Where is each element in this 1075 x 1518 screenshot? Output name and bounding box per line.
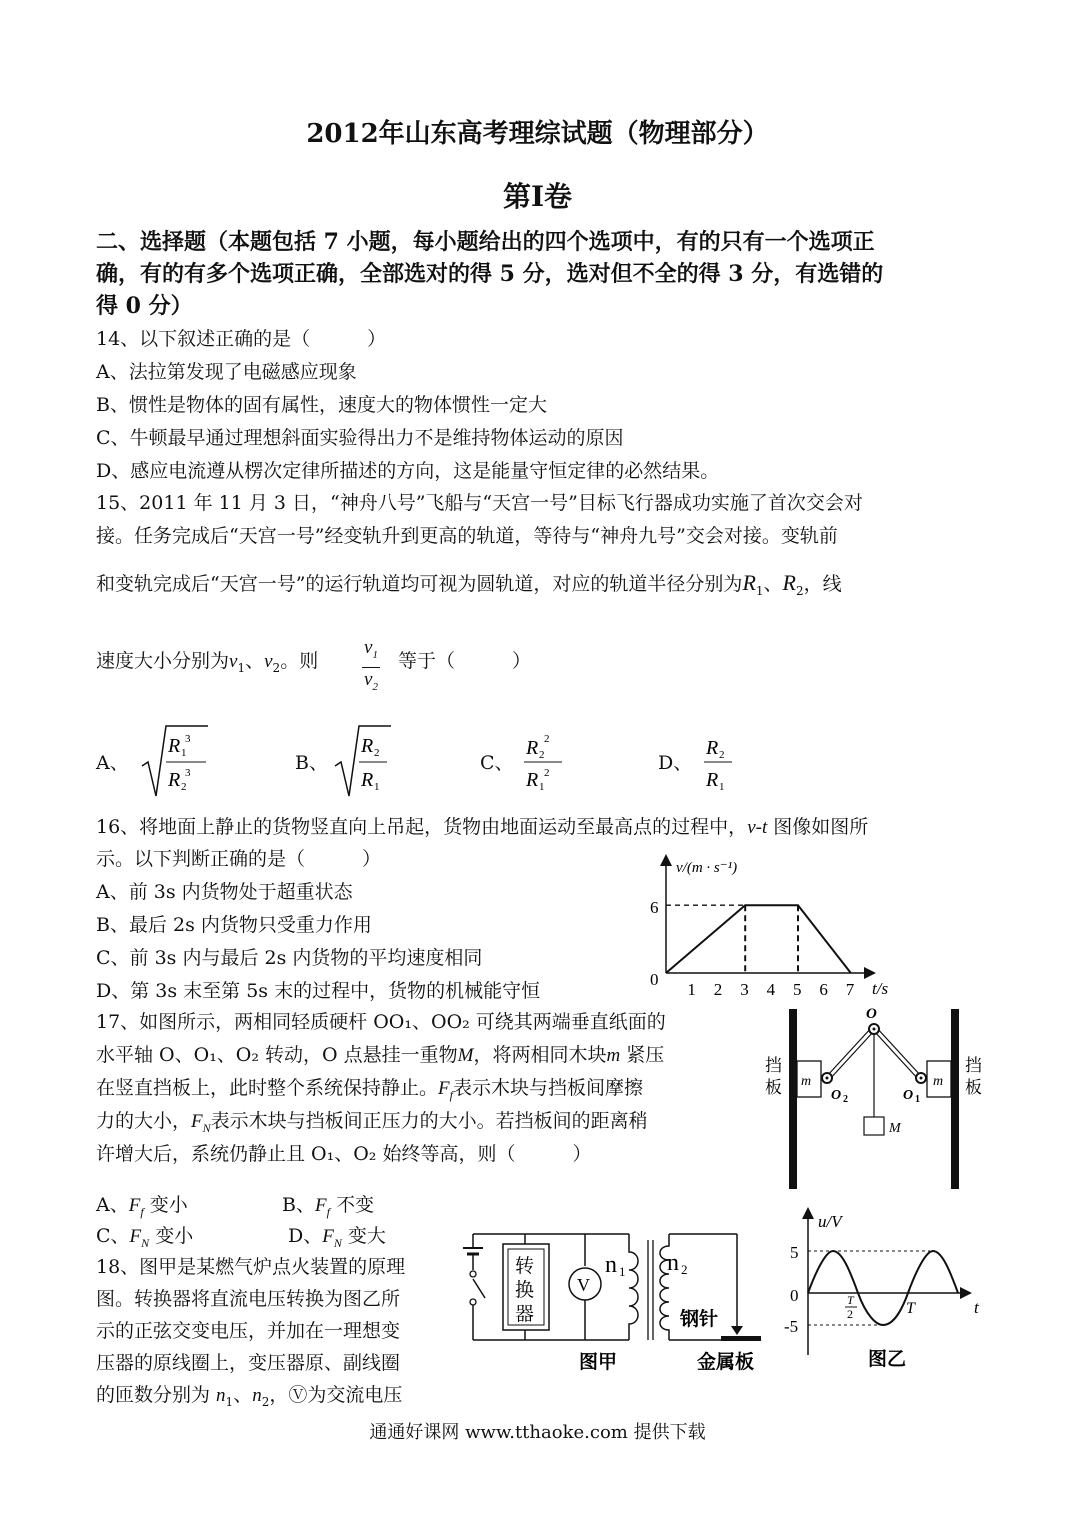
q17-line1: 17、如图所示，两相同轻质硬杆 OO₁、OO₂ 可绕其两端垂直纸面的 xyxy=(96,1011,666,1033)
svg-text:2: 2 xyxy=(843,1094,848,1105)
figure-b-caption: 图乙 xyxy=(868,1349,907,1370)
svg-text:转: 转 xyxy=(515,1256,535,1277)
svg-text:O: O xyxy=(831,1088,842,1103)
vt-x-tick-4: 4 xyxy=(766,980,776,999)
left-board-label: 挡 xyxy=(765,1056,782,1075)
q15-option-a-formula xyxy=(140,722,210,802)
svg-text:-5: -5 xyxy=(784,1317,799,1336)
q15-option-c-label: C、 xyxy=(480,752,514,774)
q15-option-d-formula xyxy=(702,726,742,798)
q16-line1: 16、将地面上静止的货物竖直向上吊起，货物由地面运动至最高点的过程中，v-t 图像如图所 xyxy=(96,816,869,838)
svg-text:1: 1 xyxy=(915,1094,920,1105)
svg-text:m: m xyxy=(801,1074,812,1089)
q16-option-d: D、第 3s 末至第 5s 末的过程中，货物的机械能守恒 xyxy=(96,980,541,1002)
q14-option-c: C、牛顿最早通过理想斜面实验得出力不是维持物体运动的原因 xyxy=(96,427,624,449)
q15-line1: 15、2011 年 11 月 3 日，“神舟八号”飞船与“天宫一号”目标飞行器成功实施了首次交会对 xyxy=(96,492,863,514)
q17-line3: 在竖直挡板上，此时整个系统保持静止。$F_f$表示木块与挡板间摩擦 xyxy=(96,1077,643,1102)
vt-x-label: t/s xyxy=(872,979,889,998)
q16-line2: 示。以下判断正确的是（ ） xyxy=(96,848,382,870)
u-axis-label: u/V xyxy=(818,1212,842,1231)
vt-y-tick: 6 xyxy=(650,898,659,917)
right-board-label: 挡 xyxy=(965,1056,982,1075)
q18-line3: 示的正弦交变电压，并加在一理想变 xyxy=(96,1320,401,1342)
svg-text:1: 1 xyxy=(539,781,545,793)
q15-line3: 和变轨完成后“天宫一号”的运行轨道均可视为圆轨道，对应的轨道半径分别为$R_1$、$R_2$，线 xyxy=(96,570,842,598)
svg-text:板: 板 xyxy=(965,1078,982,1097)
q15-option-a-label: A、 xyxy=(96,752,129,774)
svg-text:O: O xyxy=(866,1006,877,1022)
svg-text:R: R xyxy=(361,735,374,757)
q15-line4: 速度大小分别为$v_1$、$v_2$。则 xyxy=(96,650,319,675)
svg-text:3: 3 xyxy=(185,767,191,779)
svg-text:V: V xyxy=(577,1275,590,1295)
svg-text:5: 5 xyxy=(790,1243,799,1262)
svg-text:2: 2 xyxy=(181,781,187,793)
q15-ratio-fraction: $\frac{v_1}{v_2}$ xyxy=(364,637,378,693)
q14-option-a: A、法拉第发现了电磁感应现象 xyxy=(96,361,357,383)
metal-plate xyxy=(721,1336,761,1341)
svg-text:2: 2 xyxy=(539,749,545,761)
svg-text:R: R xyxy=(168,735,181,757)
q18-line4: 压器的原线圈上，变压器原、副线圈 xyxy=(96,1352,401,1374)
switch-contact-top xyxy=(470,1271,476,1277)
svg-text:R: R xyxy=(526,769,539,791)
svg-text:n: n xyxy=(605,1252,617,1278)
weight-M xyxy=(864,1117,884,1135)
svg-text:R: R xyxy=(706,737,719,759)
q17-option-c: C、$F_N$ 变小 xyxy=(96,1225,194,1250)
q17-option-d: D、$F_N$ 变大 xyxy=(288,1225,386,1250)
voltage-sine-curve xyxy=(808,1251,958,1325)
vt-x-tick-1: 1 xyxy=(687,980,696,999)
steel-needle-label: 钢针 xyxy=(680,1309,719,1330)
q18-line1: 18、图甲是某燃气炉点火装置的原理 xyxy=(96,1256,406,1278)
svg-text:R: R xyxy=(706,769,719,791)
q15-option-b-formula xyxy=(333,722,393,802)
section-header-line3: 得 0 分） xyxy=(96,293,193,319)
vt-x-tick-7: 7 xyxy=(845,980,855,999)
svg-text:R: R xyxy=(361,769,374,791)
vt-x-tick-2: 2 xyxy=(713,980,723,999)
q18-voltage-graph xyxy=(780,1205,990,1375)
volume-title: 第Ⅰ卷 xyxy=(502,180,573,213)
t-axis-label: t xyxy=(974,1298,979,1317)
footer-text: 通通好课网 www.tthaoke.com 提供下载 xyxy=(369,1422,706,1443)
vt-y-label: v/(m · s⁻¹) xyxy=(676,860,738,876)
svg-text:1: 1 xyxy=(719,781,725,793)
q14-option-b: B、惯性是物体的固有属性，速度大的物体惯性一定大 xyxy=(96,394,547,416)
q17-line5: 许增大后，系统仍静止且 O₁、O₂ 始终等高，则（ ） xyxy=(96,1143,592,1165)
q17-option-a: A、$F_f$ 变小 xyxy=(96,1194,188,1219)
q18-circuit-diagram xyxy=(455,1222,770,1380)
q15-option-b-label: B、 xyxy=(295,752,328,774)
q15-line2: 接。任务完成后“天宫一号”经变轨升到更高的轨道，等待与“神舟九号”交会对接。变轨前 xyxy=(96,525,838,547)
svg-text:2: 2 xyxy=(374,747,380,759)
svg-text:n: n xyxy=(667,1250,679,1276)
svg-text:2: 2 xyxy=(719,749,725,761)
switch-contact-bottom xyxy=(470,1299,476,1305)
q18-line2: 图。转换器将直流电压转换为图乙所 xyxy=(96,1288,401,1310)
q17-line4: 力的大小，$F_N$表示木块与挡板间正压力的大小。若挡板间的距离稍 xyxy=(96,1110,648,1135)
svg-text:2: 2 xyxy=(544,733,550,745)
svg-text:器: 器 xyxy=(515,1304,535,1325)
svg-text:1: 1 xyxy=(181,747,187,759)
svg-text:T: T xyxy=(847,1293,854,1307)
q16-option-c: C、前 3s 内与最后 2s 内货物的平均速度相同 xyxy=(96,947,483,969)
q16-option-b: B、最后 2s 内货物只受重力作用 xyxy=(96,914,372,936)
vt-x-tick-6: 6 xyxy=(819,980,828,999)
q14-stem: 14、以下叙述正确的是（ ） xyxy=(96,328,387,350)
q14-option-d: D、感应电流遵从楞次定律所描述的方向，这是能量守恒定律的必然结果。 xyxy=(96,460,720,482)
vt-graph xyxy=(640,850,910,1005)
svg-text:O: O xyxy=(903,1088,914,1103)
svg-text:1: 1 xyxy=(374,781,380,793)
svg-text:m: m xyxy=(933,1074,944,1089)
left-board xyxy=(789,1009,797,1189)
switch-lever xyxy=(473,1279,485,1298)
q15-option-d-label: D、 xyxy=(658,752,693,774)
svg-text:0: 0 xyxy=(790,1286,799,1305)
q15-option-c-formula xyxy=(522,726,572,798)
metal-plate-label: 金属板 xyxy=(697,1352,755,1373)
q16-option-a: A、前 3s 内货物处于超重状态 xyxy=(96,881,353,903)
svg-text:R: R xyxy=(526,737,539,759)
right-board xyxy=(951,1009,959,1189)
svg-text:3: 3 xyxy=(185,733,191,745)
svg-text:2: 2 xyxy=(544,767,550,779)
svg-text:T: T xyxy=(906,1300,915,1317)
q15-line4-end: 等于（ ） xyxy=(398,650,532,672)
svg-text:1: 1 xyxy=(619,1264,626,1279)
vt-origin: 0 xyxy=(650,970,659,989)
vt-series-line xyxy=(666,905,851,973)
q17-line2: 水平轴 O、O₁、O₂ 转动，O 点悬挂一重物M，将两相同木块m 紧压 xyxy=(96,1044,665,1066)
section-header-line1: 二、选择题（本题包括 7 小题，每小题给出的四个选项中，有的只有一个选项正 xyxy=(96,229,875,255)
q18-line5: 的匝数分别为 $n_1$、$n_2$，Ⓥ为交流电压 xyxy=(96,1384,403,1409)
svg-text:换: 换 xyxy=(515,1280,535,1301)
svg-text:R: R xyxy=(168,769,181,791)
q17-diagram xyxy=(755,1005,995,1195)
vt-x-tick-3: 3 xyxy=(740,980,749,999)
svg-text:板: 板 xyxy=(765,1078,782,1097)
figure-a-caption: 图甲 xyxy=(579,1352,618,1373)
section-header-line2: 确，有的有多个选项正确，全部选对的得 5 分，选对但不全的得 3 分，有选错的 xyxy=(96,261,884,287)
q17-option-b: B、$F_f$ 不变 xyxy=(282,1194,374,1219)
primary-coil xyxy=(629,1234,638,1340)
vt-x-tick-5: 5 xyxy=(793,980,802,999)
page-title: 2012年山东高考理综试题（物理部分） xyxy=(306,119,769,149)
svg-text:M: M xyxy=(889,1121,901,1136)
svg-text:2: 2 xyxy=(847,1307,853,1321)
svg-text:2: 2 xyxy=(681,1262,688,1277)
